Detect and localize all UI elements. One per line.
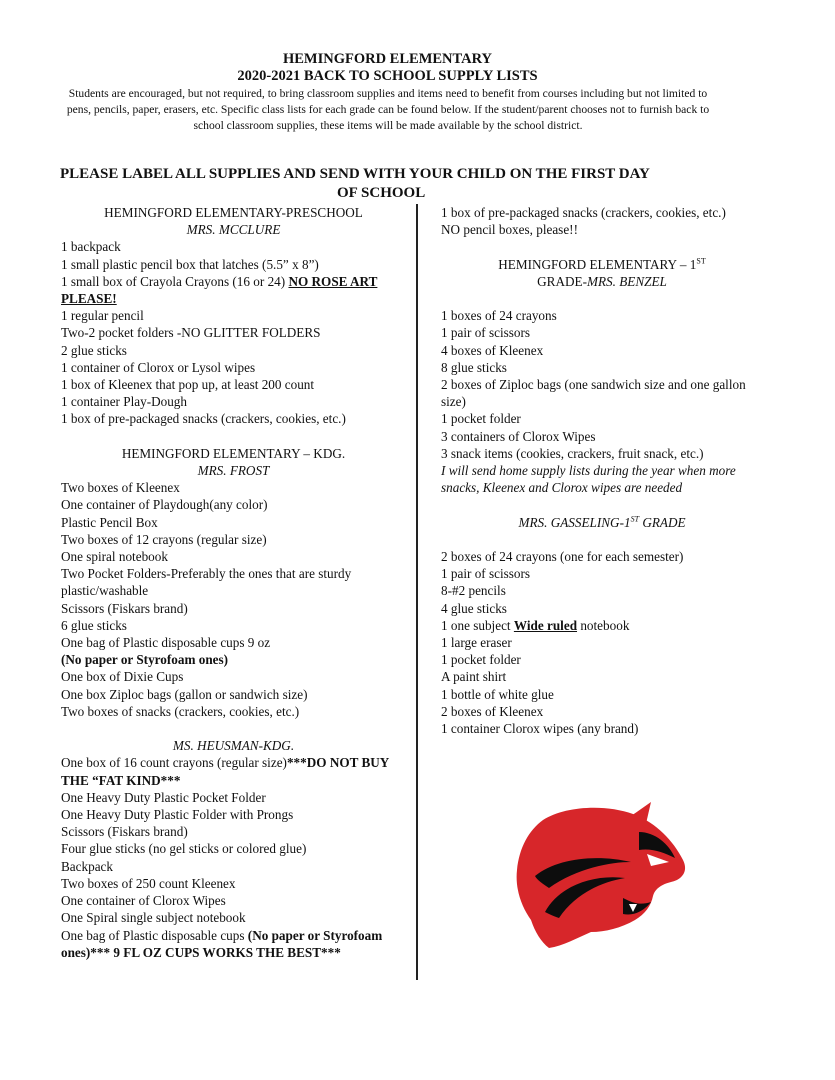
- banner-line-1: PLEASE LABEL ALL SUPPLIES AND SEND WITH YOUR CHILD ON THE FIRST DAY: [60, 166, 650, 182]
- list-item: 1 box of pre-packaged snacks (crackers, cookies, etc.): [441, 205, 726, 220]
- list-item: Scissors (Fiskars brand): [61, 824, 188, 840]
- list-item: 1 box of Kleenex that pop up, at least 200 count: [61, 377, 315, 393]
- supply-note: I will send home supply lists during the year when more snacks, Kleenex and Clorox wipes are needed: [441, 463, 736, 496]
- list-item: Two boxes of 250 count Kleenex: [61, 875, 236, 891]
- fat-kind-note: ***DO NOT BUY THE “FAT KIND***: [61, 755, 389, 788]
- intro-paragraph: Students are encouraged, but not required, to bring classroom supplies and items need to benefit from courses including but not limited to pens, pencils, paper, erasers, etc. Specific class lists for each grade can be found below. If the student/parent chooses not to furnish back to school classroom supplies, these items will be made available by the school district.: [66, 87, 710, 132]
- list-item: One container of Clorox Wipes: [61, 893, 226, 909]
- list-item: Two Pocket Folders-Preferably the ones that are sturdy plastic/washable: [61, 566, 352, 599]
- list-item: One container of Playdough(any color): [61, 497, 268, 513]
- list-item: 2 boxes of Kleenex: [441, 703, 544, 719]
- preschool-teacher: MRS. MCCLURE: [186, 222, 281, 238]
- list-item: Backpack: [61, 858, 113, 874]
- list-item: One Heavy Duty Plastic Folder with Prongs: [61, 807, 294, 823]
- kdg-frost-teacher: MRS. FROST: [197, 463, 270, 479]
- crayons-text: One box of 16 count crayons (regular size): [61, 755, 287, 771]
- list-item: 8 glue sticks: [441, 359, 507, 375]
- list-item: Two-2 pocket folders -NO GLITTER FOLDERS: [61, 325, 321, 341]
- school-title: HEMINGFORD ELEMENTARY: [282, 51, 493, 67]
- list-item: One spiral notebook: [61, 549, 168, 565]
- list-item: 1 container Play-Dough: [61, 394, 187, 410]
- list-item: One Heavy Duty Plastic Pocket Folder: [61, 789, 266, 805]
- grade1-heading: [441, 256, 763, 273]
- grade1-heading-grade: GRADE-: [537, 273, 587, 289]
- cups-note-open: (No: [61, 652, 85, 668]
- list-item: 1 box of pre-packaged snacks (crackers, cookies, etc.): [61, 411, 346, 427]
- list-item: 1 backpack: [61, 239, 121, 255]
- preschool-continued: [441, 204, 763, 238]
- banner-line-2: OF SCHOOL: [337, 185, 426, 201]
- preschool-heading: HEMINGFORD ELEMENTARY-PRESCHOOL: [104, 205, 363, 220]
- list-item: 2 glue sticks: [61, 342, 127, 358]
- list-title: 2020-2021 BACK TO SCHOOL SUPPLY LISTS: [237, 68, 538, 84]
- list-item: 1 pocket folder: [441, 652, 521, 668]
- list-item: NO pencil boxes, please!!: [441, 222, 578, 238]
- gasseling-teacher: [441, 514, 763, 531]
- list-item: 6 glue sticks: [61, 617, 127, 633]
- list-item: 1 large eraser: [441, 635, 512, 651]
- kdg-frost-section: [61, 445, 406, 720]
- grade1-heading-sup: ST: [696, 256, 706, 266]
- list-item: 2 boxes of 24 crayons (one for each semester): [441, 549, 684, 564]
- list-item: 2 boxes of Ziploc bags (one sandwich size and one gallon size): [441, 377, 746, 410]
- kdg-heusman-teacher: MS. HEUSMAN-KDG.: [172, 738, 295, 754]
- grade1-benzel-section: [441, 256, 763, 497]
- grade1-gasseling-section: [441, 514, 763, 738]
- list-item: 1 boxes of 24 crayons: [441, 308, 557, 324]
- notebook-text-end: notebook: [577, 617, 630, 633]
- cups-text: One bag of Plastic disposable cups: [61, 927, 248, 943]
- gasseling-teacher-name: MRS. GASSELING-1: [518, 514, 631, 530]
- notebook-text: 1 one subject: [441, 617, 514, 633]
- list-item: 8-#2 pencils: [441, 583, 506, 599]
- gasseling-teacher-sup: ST: [630, 514, 640, 524]
- list-item: [441, 617, 763, 634]
- cups-note: (No paper or Styrofoam ones)*** 9 FL OZ CUPS WORKS THE BEST***: [61, 927, 383, 960]
- kdg-heading: HEMINGFORD ELEMENTARY – KDG.: [121, 445, 346, 461]
- list-item: 1 pair of scissors: [441, 566, 531, 582]
- list-item: Two boxes of snacks (crackers, cookies, etc.): [61, 703, 300, 719]
- crayons-text: 1 small box of Crayola Crayons (16 or 24): [61, 273, 289, 289]
- list-item: 3 containers of Clorox Wipes: [441, 428, 596, 444]
- grade1-heading-line2: [441, 273, 763, 290]
- wide-ruled-note: Wide ruled: [513, 617, 578, 633]
- list-item: One Spiral single subject notebook: [61, 910, 246, 926]
- column-divider: [416, 204, 418, 980]
- list-item: 1 container Clorox wipes (any brand): [441, 721, 639, 737]
- list-item: One box of Dixie Cups: [61, 669, 184, 685]
- grade1-heading-text: HEMINGFORD ELEMENTARY – 1: [498, 256, 697, 272]
- left-column: [61, 204, 406, 961]
- list-item: Scissors (Fiskars brand): [61, 600, 188, 616]
- preschool-section: [61, 204, 406, 428]
- list-item: Plastic Pencil Box: [61, 514, 158, 530]
- list-item: Two boxes of 12 crayons (regular size): [61, 531, 267, 547]
- list-item: [61, 651, 406, 668]
- list-item: 3 snack items (cookies, crackers, fruit snack, etc.): [441, 445, 704, 461]
- list-item: One bag of Plastic disposable cups 9 oz: [61, 635, 271, 651]
- list-item: Two boxes of Kleenex: [61, 480, 180, 496]
- wildcat-mascot-icon: [505, 802, 695, 952]
- list-item: [61, 754, 406, 788]
- list-item: 1 bottle of white glue: [441, 686, 554, 702]
- list-item: 4 glue sticks: [441, 600, 507, 616]
- no-rose-art-note: NO ROSE ART PLEASE!: [61, 273, 378, 307]
- grade1-benzel-teacher: MRS. BENZEL: [586, 273, 667, 289]
- kdg-heusman-section: [61, 737, 406, 961]
- right-column: [441, 204, 763, 737]
- list-item: 4 boxes of Kleenex: [441, 342, 544, 358]
- list-item: 1 container of Clorox or Lysol wipes: [61, 359, 256, 375]
- list-item: Four glue sticks (no gel sticks or colored glue): [61, 841, 307, 857]
- list-item: 1 regular pencil: [61, 308, 144, 324]
- list-item: 1 pair of scissors: [441, 325, 531, 341]
- list-item: 1 small plastic pencil box that latches (5.5” x 8”): [61, 256, 319, 272]
- label-banner: [60, 165, 736, 203]
- cups-note-bold: paper or Styrofoam ones): [84, 652, 229, 668]
- gasseling-teacher-grade: GRADE: [639, 514, 686, 530]
- list-item: [61, 927, 406, 961]
- list-item: 1 pocket folder: [441, 411, 521, 427]
- list-item: [61, 273, 406, 307]
- list-item: One box Ziploc bags (gallon or sandwich size): [61, 686, 308, 702]
- list-item: A paint shirt: [441, 669, 507, 685]
